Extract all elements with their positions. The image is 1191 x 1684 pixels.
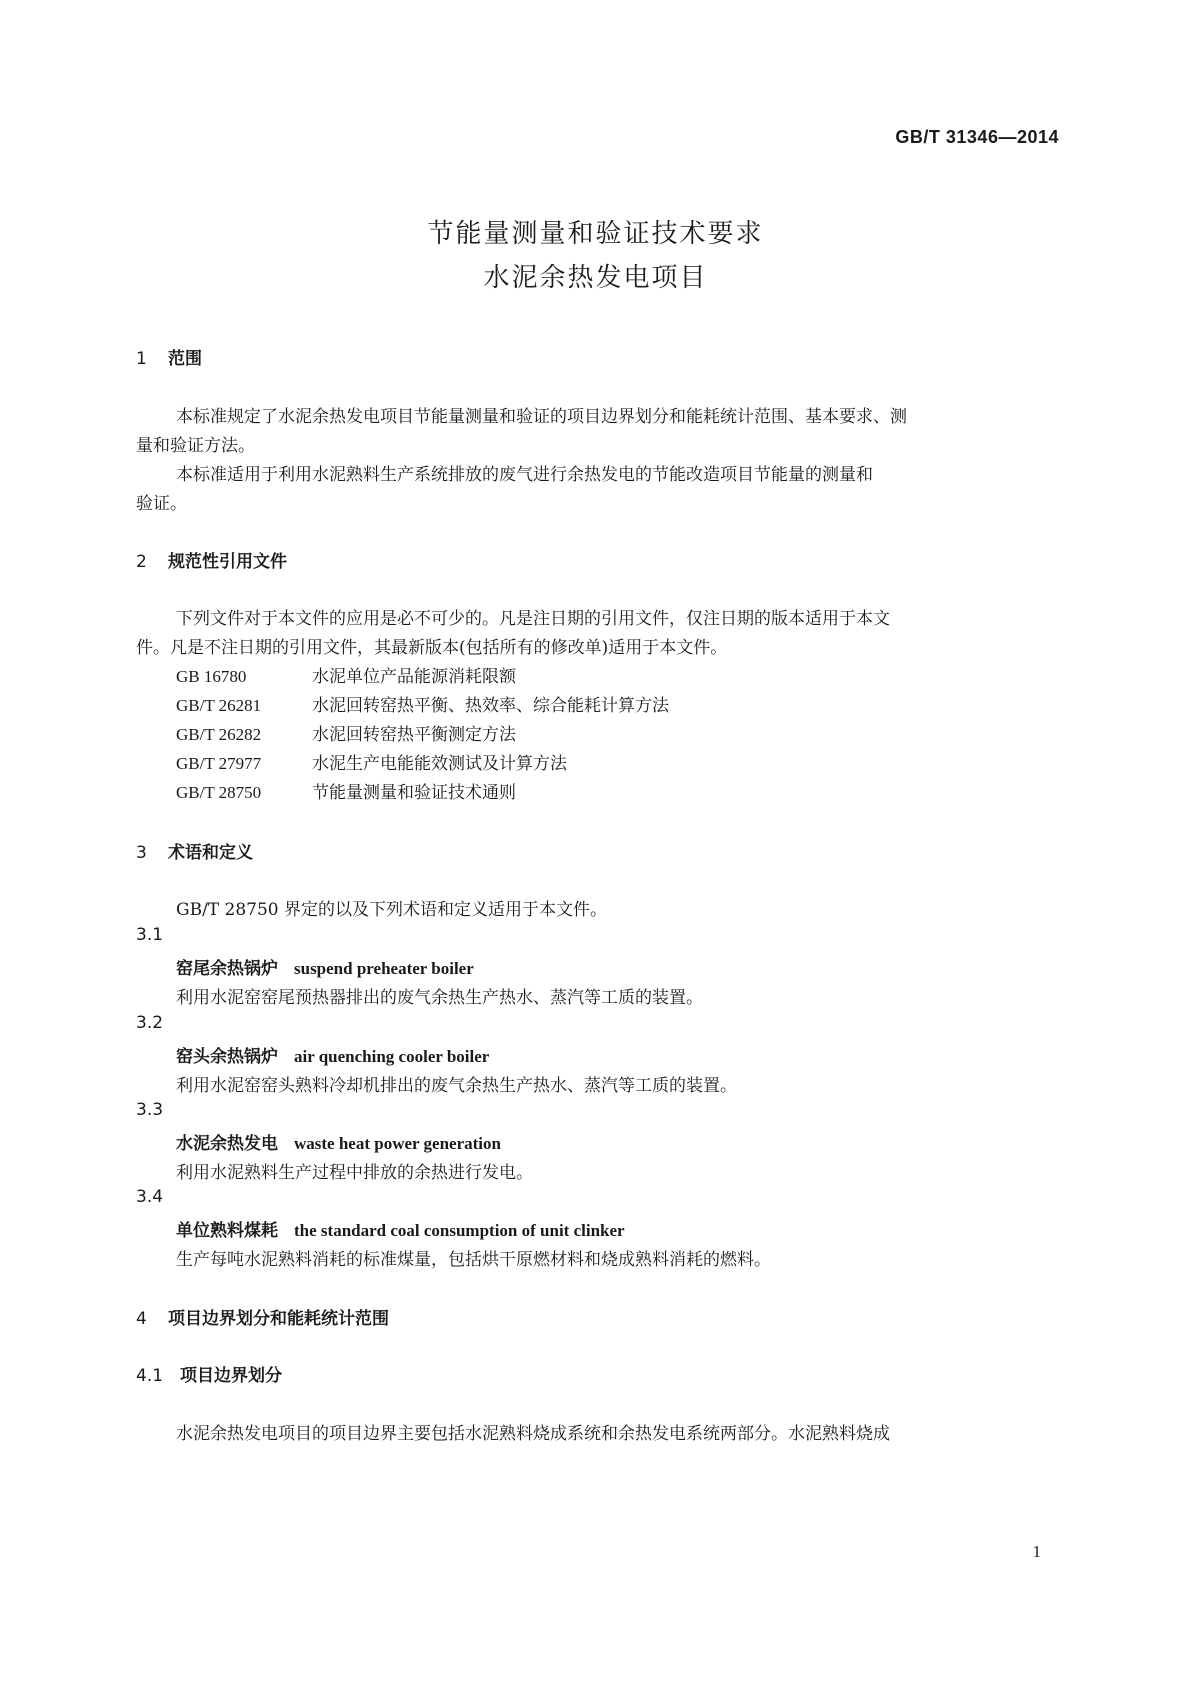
term-entry	[176, 1042, 489, 1067]
section-number: 4	[136, 1309, 147, 1329]
paragraph-line: GB/T 28750 界定的以及下列术语和定义适用于本文件。	[176, 900, 608, 920]
term-definition: 生产每吨水泥熟料消耗的标准煤量，包括烘干原燃材料和烧成熟料消耗的燃料。	[176, 1250, 771, 1270]
reference-item	[176, 662, 516, 687]
term-definition: 利用水泥窑窑头熟料冷却机排出的废气余热生产热水、蒸汽等工质的装置。	[176, 1076, 737, 1096]
reference-code: GB/T 27977	[176, 754, 262, 773]
section-number: 2	[136, 552, 147, 572]
section-title: 术语和定义	[168, 843, 253, 863]
subsection-title: 项目边界划分	[180, 1366, 282, 1386]
term-entry	[176, 954, 474, 979]
section-number: 1	[136, 349, 147, 369]
reference-item	[176, 749, 567, 774]
term-en: suspend preheater boiler	[294, 959, 474, 978]
paragraph-line: 件。凡是不注日期的引用文件，其最新版本(包括所有的修改单)适用于本文件。	[136, 638, 728, 658]
reference-code: GB/T 26281	[176, 696, 262, 715]
term-zh: 水泥余热发电	[176, 1134, 278, 1154]
standard-number: GB/T 31346—2014	[895, 127, 1059, 147]
paragraph-line: 水泥余热发电项目的项目边界主要包括水泥熟料烧成系统和余热发电系统两部分。水泥熟料烧成	[176, 1424, 890, 1444]
document-title: 节能量测量和验证技术要求	[427, 219, 764, 249]
section-number: 3	[136, 843, 147, 863]
section-heading-4	[136, 1304, 389, 1329]
term-en: air quenching cooler boiler	[294, 1047, 490, 1066]
term-entry	[176, 1216, 625, 1241]
paragraph-line: 验证。	[136, 494, 187, 514]
section-title: 范围	[168, 349, 202, 369]
term-number: 3.2	[136, 1013, 164, 1033]
document-subtitle: 水泥余热发电项目	[483, 263, 708, 293]
reference-title: 水泥单位产品能源消耗限额	[312, 667, 516, 687]
reference-item	[176, 691, 669, 716]
term-number: 3.3	[136, 1100, 164, 1120]
section-title: 项目边界划分和能耗统计范围	[168, 1309, 389, 1329]
term-number: 3.1	[136, 925, 164, 945]
section-title: 规范性引用文件	[168, 552, 287, 572]
reference-code: GB 16780	[176, 667, 247, 686]
reference-title: 水泥生产电能能效测试及计算方法	[312, 754, 567, 774]
section-heading-2	[136, 547, 287, 572]
reference-item	[176, 778, 516, 803]
term-zh: 窑头余热锅炉	[176, 1047, 278, 1067]
reference-title: 水泥回转窑热平衡、热效率、综合能耗计算方法	[312, 696, 669, 716]
reference-code: GB/T 28750	[176, 783, 262, 802]
term-zh: 单位熟料煤耗	[176, 1221, 278, 1241]
term-number: 3.4	[136, 1187, 164, 1207]
reference-code: GB/T 26282	[176, 725, 262, 744]
term-en: waste heat power generation	[294, 1134, 501, 1153]
reference-title: 水泥回转窑热平衡测定方法	[312, 725, 516, 745]
subsection-number: 4.1	[136, 1366, 164, 1386]
section-heading-1	[136, 344, 202, 369]
paragraph-line: 量和验证方法。	[136, 436, 255, 456]
term-definition: 利用水泥熟料生产过程中排放的余热进行发电。	[176, 1163, 533, 1183]
term-entry	[176, 1129, 501, 1154]
term-definition: 利用水泥窑窑尾预热器排出的废气余热生产热水、蒸汽等工质的装置。	[176, 988, 703, 1008]
reference-title: 节能量测量和验证技术通则	[312, 783, 516, 803]
paragraph-line: 本标准适用于利用水泥熟料生产系统排放的废气进行余热发电的节能改造项目节能量的测量和	[176, 465, 873, 485]
reference-item	[176, 720, 516, 745]
subsection-heading-4-1	[136, 1361, 282, 1386]
page-number: 1	[1032, 1542, 1041, 1561]
section-heading-3	[136, 838, 253, 863]
paragraph-line: 本标准规定了水泥余热发电项目节能量测量和验证的项目边界划分和能耗统计范围、基本要求、测	[176, 407, 907, 427]
term-zh: 窑尾余热锅炉	[176, 959, 278, 979]
paragraph-line: 下列文件对于本文件的应用是必不可少的。凡是注日期的引用文件，仅注日期的版本适用于本文	[176, 609, 890, 629]
term-en: the standard coal consumption of unit clinker	[294, 1221, 625, 1240]
